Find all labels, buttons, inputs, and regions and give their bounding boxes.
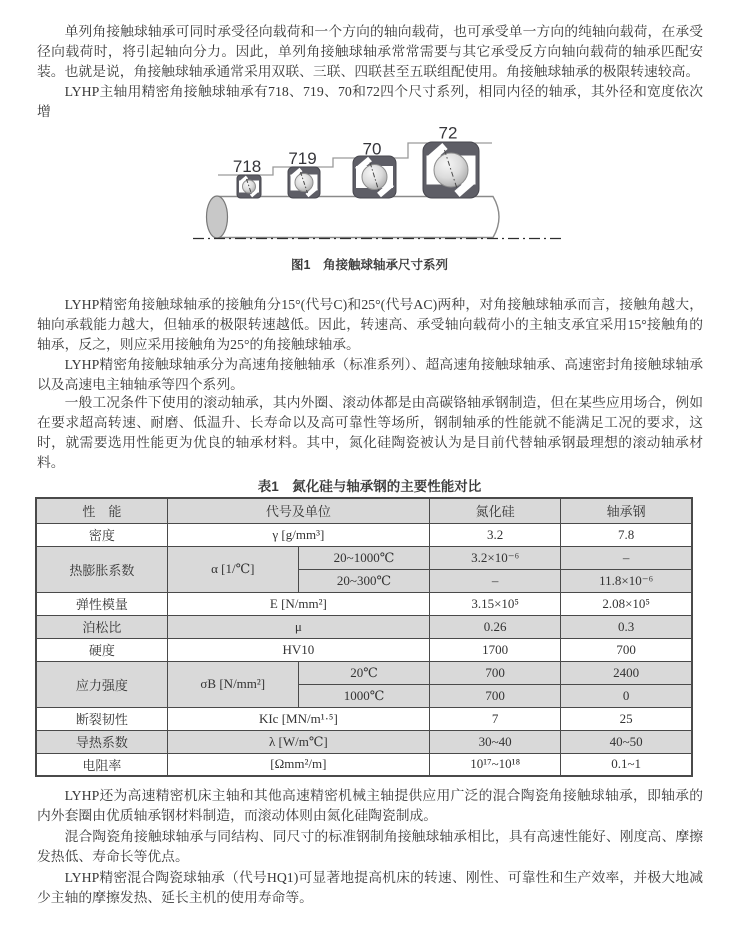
paragraph-hybrid-advantages: 混合陶瓷角接触球轴承与同结构、同尺寸的标准钢制角接触球轴承相比，具有高速性能好、刚度高、摩擦发热低、寿命长等优点。: [37, 829, 703, 864]
cell-density-unit: γ [g/mm³]: [167, 523, 429, 546]
cell-thermal-property: 热膨胀系数: [36, 546, 167, 592]
row-hardness: [36, 638, 692, 661]
bearing-label-72: 72: [438, 123, 458, 143]
header-property: 性 能: [36, 498, 167, 523]
cell-poisson-unit: μ: [167, 615, 429, 638]
row-resistivity: [36, 753, 692, 776]
bearing-72: [423, 142, 479, 198]
row-thermal-expansion-1: [36, 546, 692, 569]
cell-elastic-property: 弹性模量: [36, 592, 167, 615]
cell-fracture-si3n4: 7: [430, 707, 561, 730]
cell-stress-steel-1: 2400: [561, 661, 692, 684]
cell-hardness-si3n4: 1700: [430, 638, 561, 661]
bearing-size-series-figure: [130, 118, 580, 270]
paragraph-size-series-intro: LYHP主轴用精密角接触球轴承有718、719、70和72四个尺寸系列，相同内径的轴承，其外径和宽度依次增: [37, 84, 703, 119]
cell-thermal-unit: α [1/℃]: [167, 546, 298, 592]
cell-stress-property: 应力强度: [36, 661, 167, 707]
row-poisson: [36, 615, 692, 638]
paragraph-four-series: LYHP精密角接触球轴承分为高速角接触轴承（标准系列）、超高速角接触球轴承、高速密封角接触球轴承以及高速电主轴轴承等四个系列。: [37, 357, 703, 392]
cell-resistivity-steel: 0.1~1: [561, 753, 692, 776]
bearing-72-ball: [434, 153, 468, 187]
header-si3n4: 氮化硅: [430, 498, 561, 523]
cell-resistivity-unit: [Ωmm²/m]: [167, 753, 429, 776]
properties-comparison-table: [35, 497, 693, 777]
cell-density-si3n4: 3.2: [430, 523, 561, 546]
header-steel: 轴承钢: [561, 498, 692, 523]
cell-stress-cond-2: 1000℃: [298, 684, 429, 707]
table-title: 表1 氮化硅与轴承钢的主要性能对比: [257, 479, 482, 494]
bearing-719: [288, 167, 320, 198]
cell-thermal-si3n4-1: 3.2×10⁻⁶: [430, 546, 561, 569]
cell-thermal-cond-1: 20~1000℃: [298, 546, 429, 569]
cell-thermal-steel-1: –: [561, 546, 692, 569]
bearing-718-ball: [243, 180, 256, 193]
shaft-end-face: [207, 196, 228, 238]
cell-fracture-steel: 25: [561, 707, 692, 730]
paragraph-hybrid-ceramic: LYHP还为高速精密机床主轴和其他高速精密机械主轴提供应用广泛的混合陶瓷角接触球轴承，即轴承的内外套圈由优质轴承钢材料制造，而滚动体则由氮化硅陶瓷制成。: [37, 788, 703, 823]
paragraph-single-row-bearing: 单列角接触球轴承可同时承受径向载荷和一个方向的轴向载荷，也可承受单一方向的纯轴向载荷，在承受径向载荷时，将引起轴向分力。因此，单列角接触球轴承常常需要与其它承受反方向轴向载荷的轴承匹配安装。也就是说，角接触球轴承通常采用双联、三联、四联甚至五联组配使用。角接触球轴承的极限转速较高。: [37, 24, 703, 79]
cell-conductivity-property: 导热系数: [36, 730, 167, 753]
cell-resistivity-si3n4: 10¹⁷~10¹⁸: [430, 753, 561, 776]
cell-resistivity-property: 电阻率: [36, 753, 167, 776]
cell-stress-si3n4-2: 700: [430, 684, 561, 707]
cell-stress-cond-1: 20℃: [298, 661, 429, 684]
cell-elastic-unit: E [N/mm²]: [167, 592, 429, 615]
cell-conductivity-unit: λ [W/m℃]: [167, 730, 429, 753]
cell-hardness-steel: 700: [561, 638, 692, 661]
bearing-figure-svg: [130, 118, 580, 270]
cell-density-property: 密度: [36, 523, 167, 546]
row-density: [36, 523, 692, 546]
cell-stress-si3n4-1: 700: [430, 661, 561, 684]
paragraph-contact-angle: LYHP精密角接触球轴承的接触角分15°(代号C)和25°(代号AC)两种，对角接触球轴承而言，接触角越大，轴向承载能力越大，但轴承的极限转速越低。因此，转速高、承受轴向载荷小的主轴支承宜采用15°接触角的轴承，反之，则应采用接触角为25°的角接触球轴承。: [37, 297, 703, 352]
cell-elastic-si3n4: 3.15×10⁵: [430, 592, 561, 615]
cell-fracture-unit: KIc [MN/m¹·⁵]: [167, 707, 429, 730]
cell-hardness-property: 硬度: [36, 638, 167, 661]
bearing-70: [353, 156, 396, 198]
row-elastic-modulus: [36, 592, 692, 615]
cell-poisson-property: 泊松比: [36, 615, 167, 638]
cell-density-steel: 7.8: [561, 523, 692, 546]
header-symbol-unit: 代号及单位: [167, 498, 429, 523]
row-conductivity: [36, 730, 692, 753]
bearing-label-70: 70: [362, 139, 382, 159]
cell-fracture-property: 断裂韧性: [36, 707, 167, 730]
cell-thermal-steel-2: 11.8×10⁻⁶: [561, 569, 692, 592]
cell-conductivity-si3n4: 30~40: [430, 730, 561, 753]
row-stress-1: [36, 661, 692, 684]
row-fracture: [36, 707, 692, 730]
cell-poisson-steel: 0.3: [561, 615, 692, 638]
cell-stress-steel-2: 0: [561, 684, 692, 707]
cell-thermal-cond-2: 20~300℃: [298, 569, 429, 592]
bearing-label-719: 719: [288, 149, 317, 168]
cell-poisson-si3n4: 0.26: [430, 615, 561, 638]
bearing-label-718: 718: [232, 157, 262, 176]
figure-caption: 图1 角接触球轴承尺寸系列: [291, 258, 448, 272]
shaft: [217, 197, 499, 238]
cell-elastic-steel: 2.08×10⁵: [561, 592, 692, 615]
cell-conductivity-steel: 40~50: [561, 730, 692, 753]
bearing-718: [237, 175, 261, 198]
cell-stress-unit: σB [N/mm²]: [167, 661, 298, 707]
cell-thermal-si3n4-2: –: [430, 569, 561, 592]
cell-hardness-unit: HV10: [167, 638, 429, 661]
paragraph-material-intro: 一般工况条件下使用的滚动轴承，其内外圈、滚动体都是由高碳铬轴承钢制造，但在某些应用场合，例如在要求超高转速、耐磨、低温升、长寿命以及高可靠性等场所，钢制轴承的性能就不能满足工况的要求，这时，就需要选用性能更为优良的轴承材料。其中，氮化硅陶瓷被认为是目前代替轴承钢最理想的滚动轴承材料。: [37, 395, 703, 470]
paragraph-hq1-benefits: LYHP精密混合陶瓷球轴承（代号HQ1)可显著地提高机床的转速、刚性、可靠性和生产效率，并极大地减少主轴的摩擦发热、延长主机的使用寿命等。: [37, 870, 703, 905]
